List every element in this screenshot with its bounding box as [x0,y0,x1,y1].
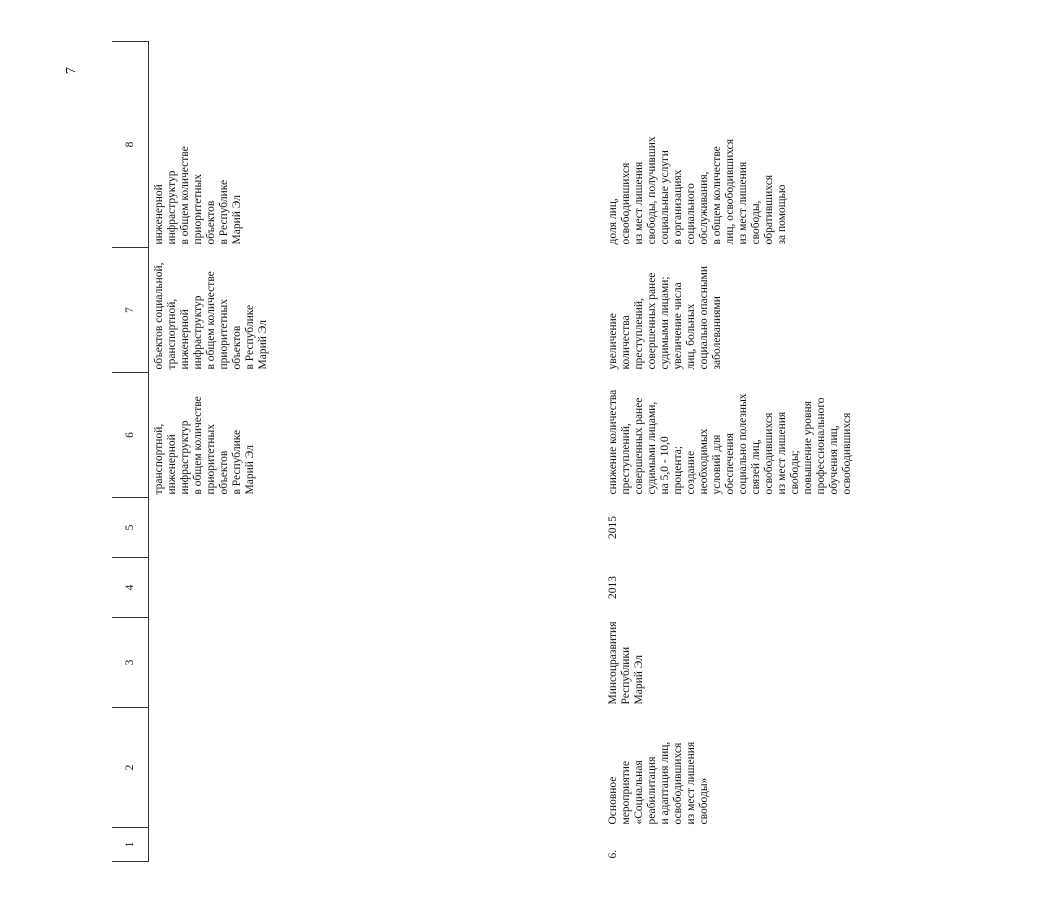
cell-line: процента; [672,445,684,495]
cont-col-8 [149,42,604,248]
cell-line: обслуживания, [698,171,710,245]
cell-line: заболеваниями [711,296,723,370]
cell-line: в Республике [244,304,256,370]
cell-line: «Социальная [633,760,645,825]
cell-line: транспортной, [166,298,178,370]
consequences-of-non-implementation [603,248,1057,373]
continuation-row [149,42,604,862]
cont-col-5 [149,498,604,558]
cell-line: создание [685,450,697,495]
main-row [603,42,1057,862]
cell-line: Марий Эл [257,320,269,370]
cell-line: освободившихся [672,742,684,825]
cell-line: инженерной [153,184,165,245]
cell-line: приоритетных [205,424,217,495]
cell-line: на 5,0 - 10,0 [659,436,671,495]
cell-line: инженерной [166,434,178,495]
cell-line: снижение количества [607,389,619,495]
cell-line: за помощью [776,184,788,245]
row-number: 6. [607,849,619,859]
cell-line: связей лиц, [750,439,762,495]
cell-line: освободившихся [841,412,853,495]
related-indicators [603,42,1057,248]
cell-line: в организациях [672,169,684,245]
cell-line: Марий Эл [633,655,645,705]
header-col-5: 5 [112,498,149,558]
cell-line: условий для [711,434,723,495]
cell-line: инфраструктур [192,295,204,370]
responsible-executor [603,618,1057,708]
cell-line: преступлений, [620,423,632,495]
cell-line: объектов [231,325,243,370]
cell-line: необходимых [698,428,710,495]
cell-line: приоритетных [192,174,204,245]
cell-line: из мест лишения [776,411,788,495]
cont-col-6 [149,373,604,498]
header-col-7: 7 [112,248,149,373]
cell-line: количества [620,315,632,370]
cell-line: и адаптация лиц, [659,741,671,825]
start-year: 2013 [607,576,619,599]
cell-line: инфраструктур [166,170,178,245]
cell-line: свободы, получивших [646,136,658,245]
cell-line: транспортной, [153,423,165,495]
cell-line: совершенных ранее [633,397,645,495]
cell-line: Марий Эл [231,195,243,245]
cont-col-2 [149,708,604,828]
cell-line: судимыми лицами, [646,401,658,495]
cell-line: социального [685,183,697,245]
cell-line: лиц, освободившихся [724,138,736,245]
cell-line: Марий Эл [244,445,256,495]
cell-line: социально опасными [698,265,710,370]
cell-line: в общем количестве [205,271,217,370]
header-col-1: 1 [112,828,149,862]
cell-line: свободы, [750,200,762,245]
cell-line: в общем количестве [179,146,191,245]
cell-line: в общем количестве [711,146,723,245]
cell-line: свободы; [789,450,801,495]
cell-line: свободы» [698,777,710,825]
cont-col-3 [149,618,604,708]
page-number: 7 [64,67,79,74]
cell-line: профессионального [815,397,827,495]
cell-line: Основное мероприятие [607,760,632,825]
cell-line: Минсоцразвития [607,621,619,705]
cont-col-7 [149,248,604,373]
cont-col-4 [149,558,604,618]
header-col-3: 3 [112,618,149,708]
cell-line: в общем количестве [192,396,204,495]
expected-result [603,373,1057,498]
rotated-table-container [112,42,853,862]
cell-line: освободившихся [620,162,632,245]
header-col-8: 8 [112,42,149,248]
cell-line: совершенных ранее [646,272,658,370]
cell-line: социально полезных [737,393,749,495]
cell-line: освободившихся [763,412,775,495]
cell-line: лиц, больных [685,303,697,370]
cell-line: обучения лиц, [828,425,840,495]
cell-line: реабилитация [646,756,658,825]
cell-line: увеличение [607,313,619,370]
cell-line: доля лиц, [607,198,619,245]
header-col-4: 4 [112,558,149,618]
cell-line: объектов социальной, [153,262,165,370]
cell-line: инфраструктур [179,420,191,495]
cell-line: социальные услуги [659,150,671,245]
header-row [112,42,149,862]
program-table [112,41,1057,862]
cell-line: повышение уровня [802,401,814,495]
cell-line: обратившихся [763,174,775,245]
header-col-2: 2 [112,708,149,828]
cell-line: Республики [620,646,632,705]
header-col-6: 6 [112,373,149,498]
cell-line: приоритетных [218,299,230,370]
cell-line: обеспечения [724,433,736,495]
cell-line: из мест лишения [685,741,697,825]
cell-line: объектов [218,450,230,495]
cell-line: увеличение числа [672,282,684,370]
activity-name [603,708,1057,828]
cell-line: из мест лишения [633,161,645,245]
cell-line: из мест лишения [737,161,749,245]
cell-line: в Республике [231,429,243,495]
cell-line: преступлений, [633,298,645,370]
cell-line: объектов [205,200,217,245]
cell-line: в Республике [218,179,230,245]
end-year: 2015 [607,516,619,539]
cell-line: инженерной [179,309,191,370]
cell-line: судимыми лицами; [659,276,671,370]
cont-col-1 [149,828,604,862]
